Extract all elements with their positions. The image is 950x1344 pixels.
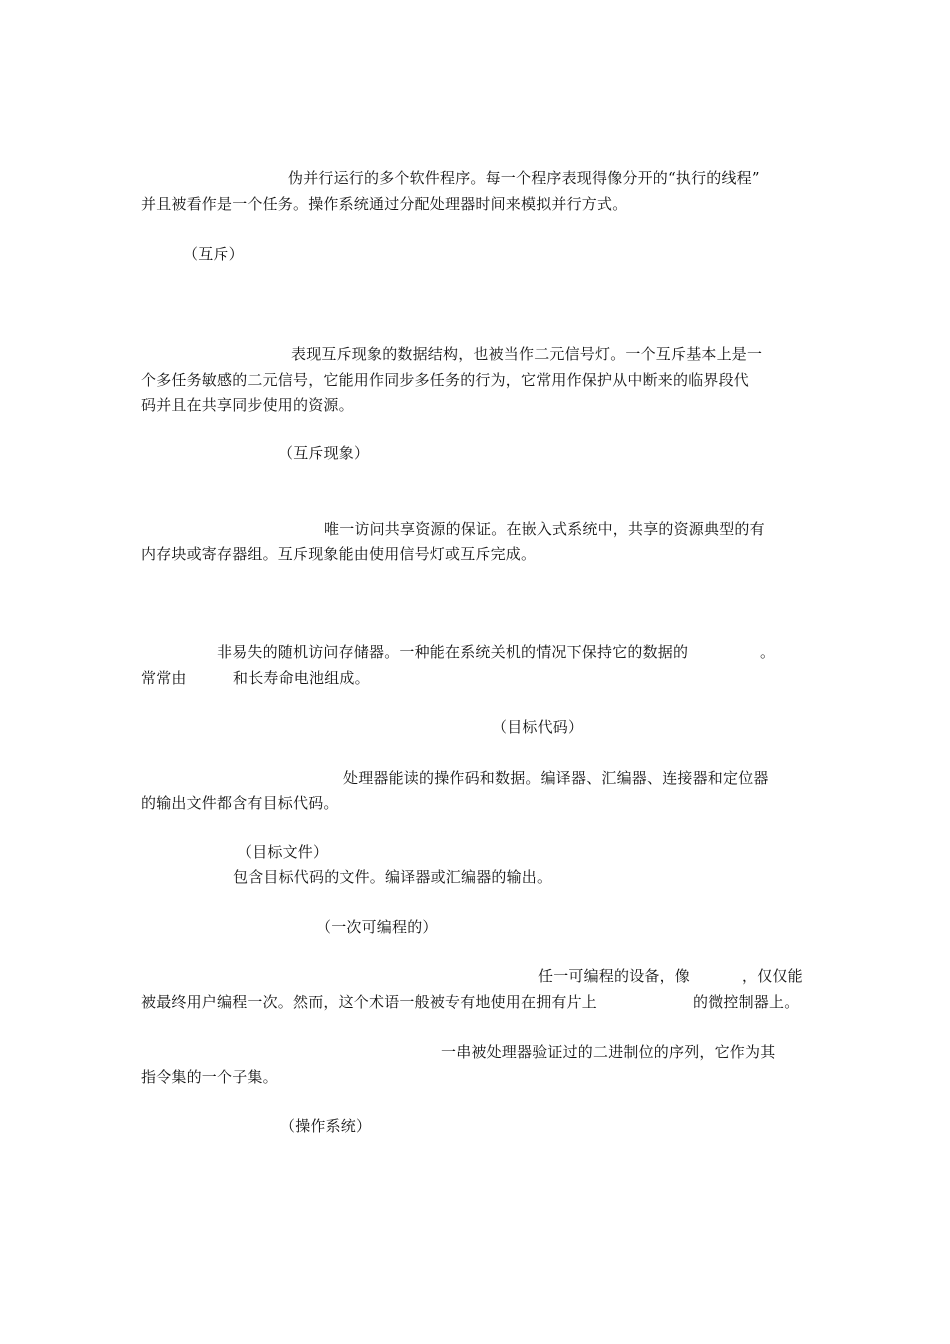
text-line: 个多任务敏感的二元信号，它能用作同步多任务的行为，它常用作保护从中断来的临界段代	[141, 371, 750, 389]
text-line: 表现互斥现象的数据结构，也被当作二元信号灯。一个互斥基本上是一	[291, 345, 763, 363]
text-fragment: 常常由	[141, 669, 187, 687]
text-line: 并且被看作是一个任务。操作系统通过分配处理器时间来模拟并行方式。	[141, 195, 628, 213]
text-fragment: ，仅仅能	[742, 967, 803, 985]
term-heading-object-code: （目标代码）	[492, 718, 584, 736]
text-line: 处理器能读的操作码和数据。编译器、汇编器、连接器和定位器	[343, 769, 769, 787]
text-line: 包含目标代码的文件。编译器或汇编器的输出。	[233, 868, 553, 886]
term-heading-otp: （一次可编程的）	[316, 918, 438, 936]
text-line: 指令集的一个子集。	[141, 1068, 278, 1086]
text-line: 码并且在共享同步使用的资源。	[141, 396, 354, 414]
text-fragment: 的微控制器上。	[693, 993, 800, 1011]
text-line: 的输出文件都含有目标代码。	[141, 794, 339, 812]
text-line: 一串被处理器验证过的二进制位的序列，它作为其	[441, 1043, 776, 1061]
term-heading-mutual-exclusion: （互斥现象）	[278, 444, 370, 462]
term-heading-mutex: （互斥）	[183, 245, 244, 263]
text-line: 伪并行运行的多个软件程序。每一个程序表现得像分开的“执行的线程”	[288, 169, 760, 187]
text-fragment: 任一可编程的设备，像	[538, 967, 691, 985]
text-fragment: 被最终用户编程一次。然而，这个术语一般被专有地使用在拥有片上	[141, 993, 598, 1011]
term-heading-operating-system: （操作系统）	[280, 1117, 372, 1135]
text-line: 唯一访问共享资源的保证。在嵌入式系统中，共享的资源典型的有	[324, 520, 765, 538]
term-heading-object-file: （目标文件）	[237, 843, 329, 861]
text-fragment: 。	[760, 643, 776, 661]
text-line: 内存块或寄存器组。互斥现象能由使用信号灯或互斥完成。	[141, 545, 537, 563]
text-fragment: 和长寿命电池组成。	[233, 669, 370, 687]
text-line: 非易失的随机访问存储器。一种能在系统关机的情况下保持它的数据的	[217, 643, 689, 661]
